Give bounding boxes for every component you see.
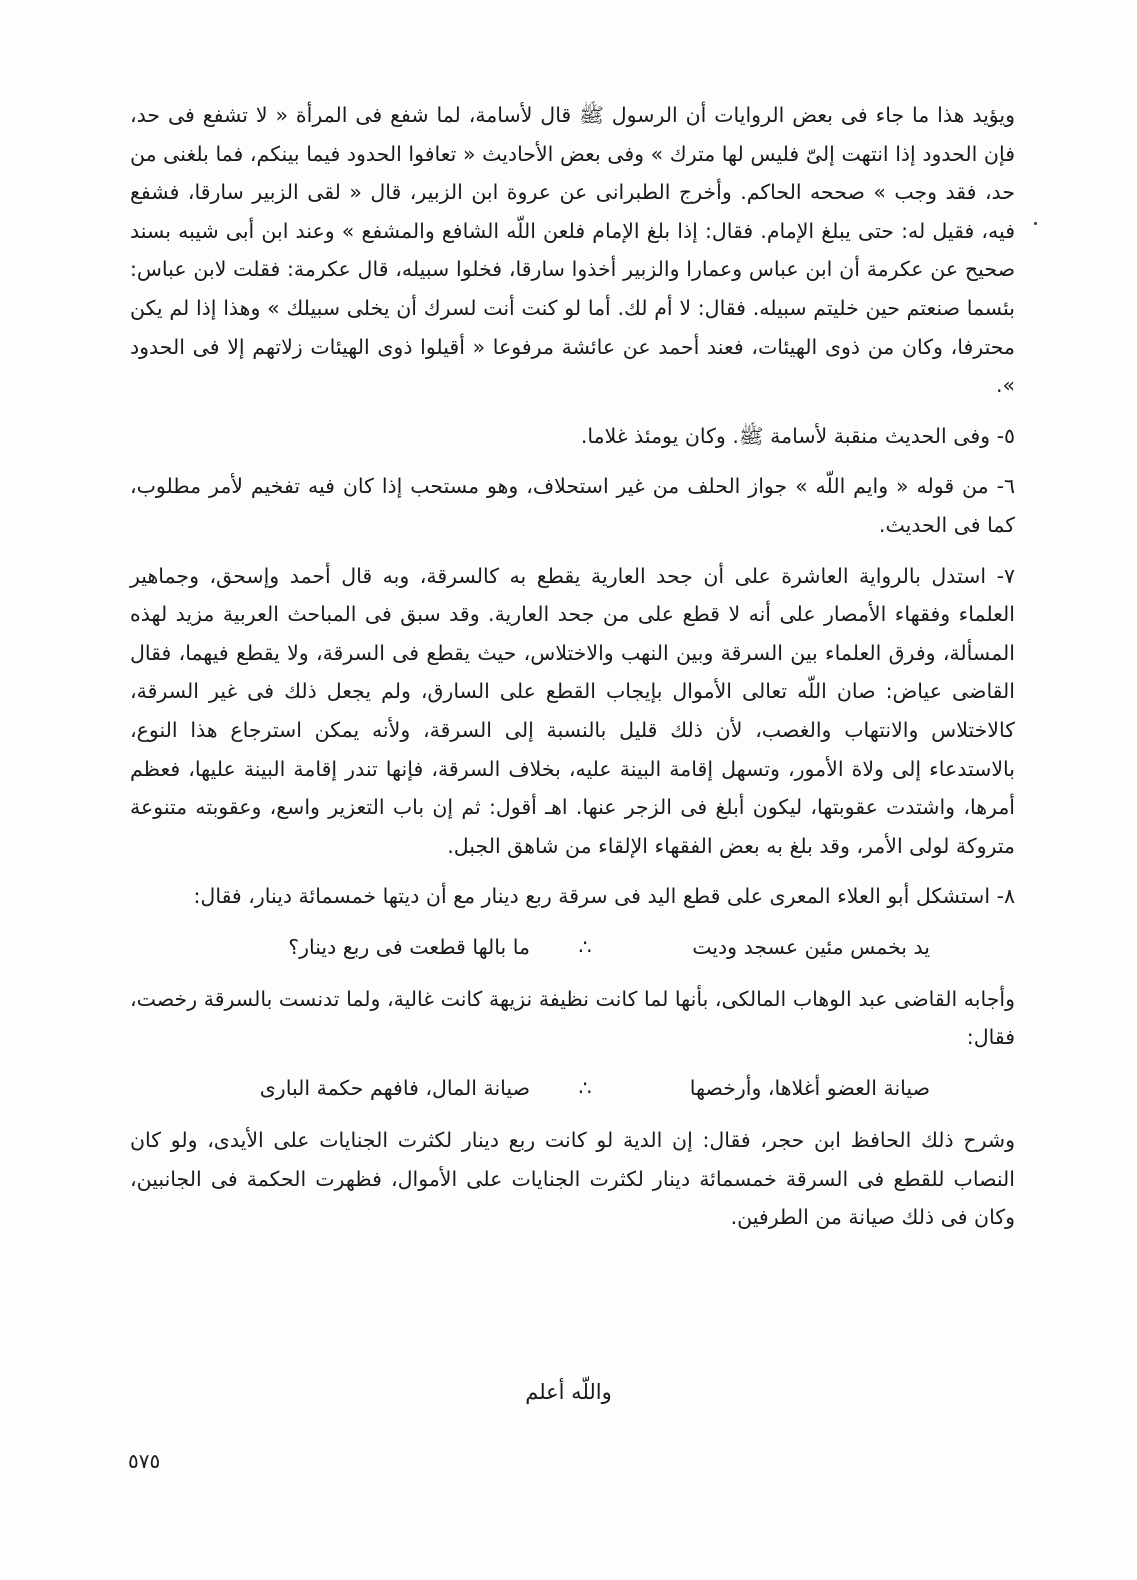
verse-separator: ∴ [578, 934, 592, 959]
poem-verse-2 [130, 1069, 1015, 1107]
verse-second-hemistich: ما بالها قطعت فى ربع دينار؟ [288, 934, 530, 959]
list-item-number: ٥- [996, 423, 1015, 448]
list-item-8 [130, 877, 1015, 916]
list-item-text: استدل بالرواية العاشرة على أن جحد العارية يقطع به كالسرقة، وبه قال أحمد وإسحق، وجماهير العلماء وفقهاء الأمصار على أنه لا قطع على من جحد العارية. وقد سبق فى المباحث العربية مزيد لهذه المسألة، وفرق العلماء بين السرقة وبين النهب والاختلاس، حيث يقطع فى السرقة، ولا يقطع فيهما، فقال القاضى عياض: صان اللّه تعالى الأموال بإيجاب القطع على السارق، ولم يجعل ذلك فى غير السرقة، كالاختلاس والانتهاب والغصب، لأن ذلك قليل بالنسبة إلى السرقة، ولأنه يمكن استرجاع هذا النوع، بالاستدعاء إلى ولاة الأمور، وتسهل إقامة البينة عليه، بخلاف السرقة، فإنها تندر إقامة البينة عليها، فعظم أمرها، واشتدت عقوبتها، ليكون أبلغ فى الزجر عنها. اهـ أقول: ثم إن باب التعزير واسع، وعقوبته متنوعة متروكة لولى الأمر، وقد بلغ به بعض الفقهاء الإلقاء من شاهق الجبل. [130, 563, 1015, 858]
list-item-number: ٦- [996, 474, 1015, 499]
verse-second-hemistich: صيانة المال، فافهم حكمة البارى [259, 1076, 530, 1101]
page-body [130, 96, 1015, 1249]
list-item-text: وفى الحديث منقبة لأسامة ﷺ. وكان يومئذ غلاما. [580, 423, 991, 448]
list-item-7 [130, 557, 1015, 866]
page-number: ٥٧٥ [128, 1449, 161, 1473]
margin-dot [1034, 222, 1037, 225]
verse-first-hemistich: يد بخمس مئين عسجد وديت [692, 934, 930, 959]
list-item-text: من قوله « وايم اللّه » جواز الحلف من غير استحلاف، وهو مستحب إذا كان فيه تفخيم لأمر مطلوب، كما فى الحديث. [130, 474, 1015, 537]
list-item-number: ٧- [996, 563, 1015, 588]
paragraph-answer: وأجابه القاضى عبد الوهاب المالكى، بأنها لما كانت نظيفة نزيهة كانت غالية، ولما تدنست بالسرقة رخصت، فقال: [130, 986, 1015, 1050]
list-item-5 [130, 417, 1015, 456]
poem-verse-1 [130, 928, 1015, 966]
paragraph-explanation: وشرح ذلك الحافظ ابن حجر، فقال: إن الدية لو كانت ربع دينار لكثرت الجنايات على الأيدى، ولو كان النصاب للقطع فى السرقة خمسمائة دينار لكثرت الجنايات على الأموال، فظهرت الحكمة فى الجانبين، وكان فى ذلك صيانة من الطرفين. [130, 1128, 1015, 1230]
verse-separator: ∴ [578, 1076, 592, 1101]
list-item-6 [130, 467, 1015, 544]
closing-phrase: واللّه أعلم [525, 1380, 612, 1404]
paragraph-intro: ويؤيد هذا ما جاء فى بعض الروايات أن الرسول ﷺ قال لأسامة، لما شفع فى المرأة « لا تشفع فى حد، فإن الحدود إذا انتهت إلىّ فليس لها مترك » وفى بعض الأحاديث « تعافوا الحدود فيما بينكم، فما بلغنى من حد، فقد وجب » صححه الحاكم. وأخرج الطبرانى عن عروة ابن الزبير، قال « لقى الزبير سارقا، فشفع فيه، فقيل له: حتى يبلغ الإمام. فقال: إذا بلغ الإمام فلعن اللّه الشافع والمشفع » وعند ابن أبى شيبه بسند صحيح عن عكرمة أن ابن عباس وعمارا والزبير أخذوا سارقا، فخلوا سبيله، قال عكرمة: فقلت لابن عباس: بئسما صنعتم حين خليتم سبيله. فقال: لا أم لك. أما لو كنت أنت لسرك أن يخلى سبيلك » وهذا إذا لم يكن محترفا، وكان من ذوى الهيئات، فعند أحمد عن عائشة مرفوعا « أقيلوا ذوى الهيئات زلاتهم إلا فى الحدود ». [130, 103, 1015, 398]
verse-first-hemistich: صيانة العضو أغلاها، وأرخصها [689, 1076, 930, 1101]
list-item-number: ٨- [996, 884, 1015, 909]
list-item-text: استشكل أبو العلاء المعرى على قطع اليد فى سرقة ربع دينار مع أن ديتها خمسمائة دينار، فقال: [193, 884, 991, 909]
